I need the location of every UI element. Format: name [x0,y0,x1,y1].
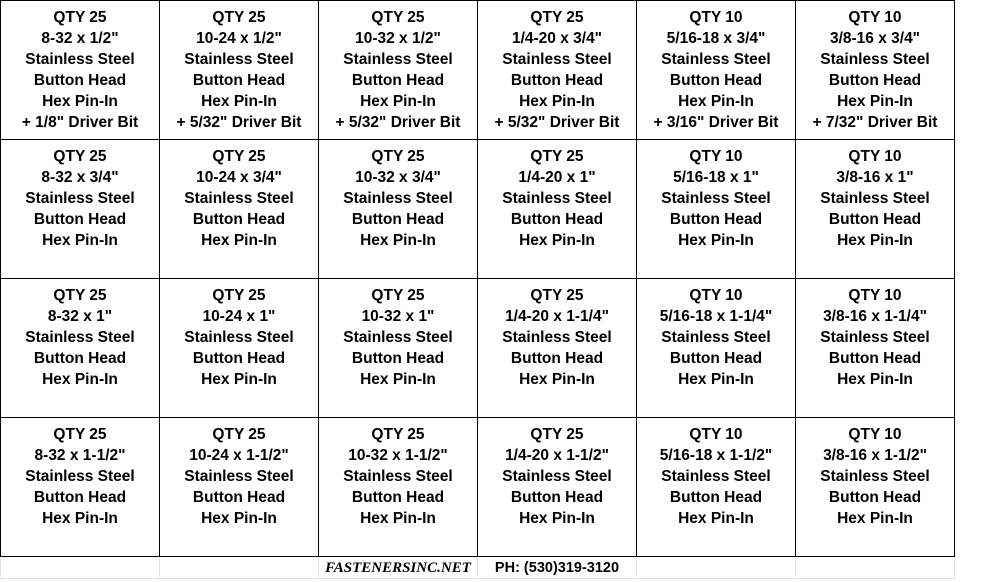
label-line: Hex Pin-In [519,371,595,388]
label-line: Hex Pin-In [837,371,913,388]
label-line: Button Head [33,211,127,228]
label-cell[interactable] [160,418,319,557]
label-line: + 3/16" Driver Bit [653,114,779,131]
phone-text: PH: (530)319-3120 [494,560,620,576]
label-line: Hex Pin-In [678,232,754,249]
label-line: 8-32 x 3/4" [41,169,119,186]
label-line: 10-32 x 1/2" [355,30,441,47]
label-line: Button Head [33,350,127,367]
label-line: Stainless Steel [820,190,930,207]
label-line: Stainless Steel [820,468,930,485]
label-line: Stainless Steel [820,329,930,346]
label-cell[interactable] [796,1,955,140]
label-line: Hex Pin-In [42,510,118,527]
label-line: QTY 25 [212,426,266,443]
label-line: 5/16-18 x 1-1/4" [659,308,773,325]
label-line: Stainless Steel [184,468,294,485]
label-content [160,140,318,251]
label-line: 1/4-20 x 1-1/4" [505,308,609,325]
label-content [1,1,159,133]
label-line: Hex Pin-In [201,371,277,388]
label-content [1,418,159,529]
label-line: 10-24 x 3/4" [196,169,282,186]
label-line: 3/8-16 x 1" [836,169,914,186]
label-line: QTY 25 [212,287,266,304]
label-line: + 1/8" Driver Bit [21,114,139,131]
label-line: Stainless Steel [820,51,930,68]
label-line: 10-24 x 1-1/2" [189,447,289,464]
label-line: Button Head [510,350,604,367]
label-line: Hex Pin-In [678,93,754,110]
label-content [637,418,795,529]
label-line: QTY 10 [848,426,902,443]
label-cell[interactable] [319,1,478,140]
footer-row [1,557,955,579]
label-line: QTY 25 [371,9,425,26]
label-line: Button Head [351,350,445,367]
label-line: 10-24 x 1" [202,308,276,325]
label-line: Button Head [351,211,445,228]
label-line: Hex Pin-In [837,93,913,110]
label-cell[interactable] [478,140,637,279]
label-content [478,1,636,133]
label-line: Stainless Steel [343,51,453,68]
label-content [319,418,477,529]
label-line: Button Head [192,211,286,228]
label-line: QTY 25 [371,426,425,443]
label-line: Button Head [351,72,445,89]
label-cell[interactable] [796,418,955,557]
label-line: Hex Pin-In [360,371,436,388]
label-line: Hex Pin-In [201,93,277,110]
footer-cell[interactable] [637,557,796,579]
label-cell[interactable] [637,279,796,418]
label-line: QTY 25 [53,9,107,26]
label-cell[interactable] [796,140,955,279]
label-content [478,418,636,529]
footer-website-cell[interactable] [319,557,478,579]
label-line: Hex Pin-In [678,510,754,527]
label-content [319,140,477,251]
label-row [1,1,955,140]
label-cell[interactable] [319,418,478,557]
label-content [478,279,636,390]
label-line: Stainless Steel [502,190,612,207]
label-line: Button Head [510,211,604,228]
label-line: 10-32 x 3/4" [355,169,441,186]
label-cell[interactable] [478,279,637,418]
label-line: 5/16-18 x 1-1/2" [659,447,773,464]
label-line: QTY 25 [530,9,584,26]
label-line: + 7/32" Driver Bit [812,114,938,131]
label-cell[interactable] [160,1,319,140]
website-text: FASTENERSINC.NET [325,560,471,576]
label-content [796,279,954,390]
label-line: 1/4-20 x 3/4" [511,30,603,47]
label-content [796,418,954,529]
label-line: Button Head [351,489,445,506]
label-line: QTY 10 [689,287,743,304]
label-line: 5/16-18 x 3/4" [666,30,766,47]
label-line: QTY 10 [848,148,902,165]
label-line: QTY 10 [848,287,902,304]
label-line: + 5/32" Driver Bit [335,114,461,131]
label-line: Hex Pin-In [42,93,118,110]
label-line: Button Head [669,72,763,89]
label-line: Stainless Steel [661,468,771,485]
label-line: Hex Pin-In [360,510,436,527]
label-line: QTY 10 [689,9,743,26]
label-line: Hex Pin-In [42,371,118,388]
label-content [1,140,159,251]
footer-cell[interactable] [160,557,319,579]
label-line: Stainless Steel [502,329,612,346]
label-line: 8-32 x 1" [47,308,113,325]
label-line: Stainless Steel [184,190,294,207]
label-content [637,1,795,133]
label-line: 3/8-16 x 1-1/2" [823,447,927,464]
label-content [637,140,795,251]
label-line: Hex Pin-In [519,93,595,110]
label-line: Button Head [33,489,127,506]
label-cell[interactable] [637,140,796,279]
label-line: Hex Pin-In [201,232,277,249]
label-line: Stainless Steel [25,190,135,207]
label-cell[interactable] [637,418,796,557]
label-line: Button Head [828,72,922,89]
label-line: Button Head [669,350,763,367]
label-line: Button Head [33,72,127,89]
label-line: QTY 25 [530,148,584,165]
label-line: Stainless Steel [184,51,294,68]
label-line: Button Head [828,489,922,506]
label-content [796,1,954,133]
label-line: Stainless Steel [661,190,771,207]
label-row [1,418,955,557]
label-line: Stainless Steel [25,468,135,485]
label-line: Hex Pin-In [42,232,118,249]
label-line: Hex Pin-In [837,510,913,527]
label-line: QTY 25 [53,287,107,304]
label-line: Stainless Steel [25,51,135,68]
label-line: QTY 25 [530,287,584,304]
label-line: QTY 25 [212,148,266,165]
label-line: Button Head [510,72,604,89]
label-line: QTY 10 [689,148,743,165]
label-content [796,140,954,251]
label-cell[interactable] [160,140,319,279]
label-line: Button Head [669,489,763,506]
label-line: Hex Pin-In [201,510,277,527]
label-content [319,279,477,390]
label-line: Button Head [510,489,604,506]
label-line: QTY 10 [848,9,902,26]
label-line: QTY 25 [53,426,107,443]
label-line: Stainless Steel [502,468,612,485]
label-line: 8-32 x 1/2" [41,30,119,47]
label-cell[interactable] [1,140,160,279]
label-line: Stainless Steel [184,329,294,346]
footer-cell[interactable] [796,557,955,579]
label-line: Hex Pin-In [519,510,595,527]
label-line: Hex Pin-In [678,371,754,388]
label-cell[interactable] [319,279,478,418]
label-line: Stainless Steel [661,329,771,346]
label-cell[interactable] [1,1,160,140]
label-line: Button Head [828,350,922,367]
label-cell[interactable] [1,418,160,557]
label-row [1,279,955,418]
label-cell[interactable] [478,1,637,140]
label-line: Button Head [828,211,922,228]
label-cell[interactable] [637,1,796,140]
label-content [478,140,636,251]
footer-phone-cell[interactable] [478,557,637,579]
label-cell[interactable] [478,418,637,557]
label-line: + 5/32" Driver Bit [494,114,620,131]
label-line: Stainless Steel [343,190,453,207]
label-line: QTY 25 [53,148,107,165]
label-grid-body [1,1,955,557]
label-line: 1/4-20 x 1-1/2" [505,447,609,464]
label-line: Stainless Steel [661,51,771,68]
label-line: + 5/32" Driver Bit [176,114,302,131]
label-line: 1/4-20 x 1" [518,169,596,186]
label-line: Hex Pin-In [360,232,436,249]
label-line: Button Head [192,350,286,367]
label-line: 10-32 x 1" [361,308,435,325]
label-content [319,1,477,133]
footer-cell[interactable] [1,557,160,579]
label-line: Stainless Steel [343,468,453,485]
label-line: QTY 25 [371,287,425,304]
label-line: QTY 25 [371,148,425,165]
label-row [1,140,955,279]
label-line: Button Head [669,211,763,228]
label-cell[interactable] [319,140,478,279]
label-line: QTY 10 [689,426,743,443]
label-content [160,418,318,529]
label-line: Stainless Steel [25,329,135,346]
label-line: Stainless Steel [343,329,453,346]
label-content [160,1,318,133]
label-cell[interactable] [796,279,955,418]
label-cell[interactable] [1,279,160,418]
label-content [637,279,795,390]
label-line: Stainless Steel [502,51,612,68]
label-line: Hex Pin-In [837,232,913,249]
label-content [160,279,318,390]
label-line: 5/16-18 x 1" [673,169,759,186]
label-line: QTY 25 [530,426,584,443]
label-line: Button Head [192,72,286,89]
label-cell[interactable] [160,279,319,418]
label-line: Hex Pin-In [519,232,595,249]
label-line: 10-32 x 1-1/2" [348,447,448,464]
label-line: 10-24 x 1/2" [196,30,282,47]
label-line: Hex Pin-In [360,93,436,110]
label-line: QTY 25 [212,9,266,26]
label-line: 3/8-16 x 1-1/4" [823,308,927,325]
label-line: 8-32 x 1-1/2" [34,447,126,464]
label-line: Button Head [192,489,286,506]
label-line: 3/8-16 x 3/4" [829,30,921,47]
label-content [1,279,159,390]
